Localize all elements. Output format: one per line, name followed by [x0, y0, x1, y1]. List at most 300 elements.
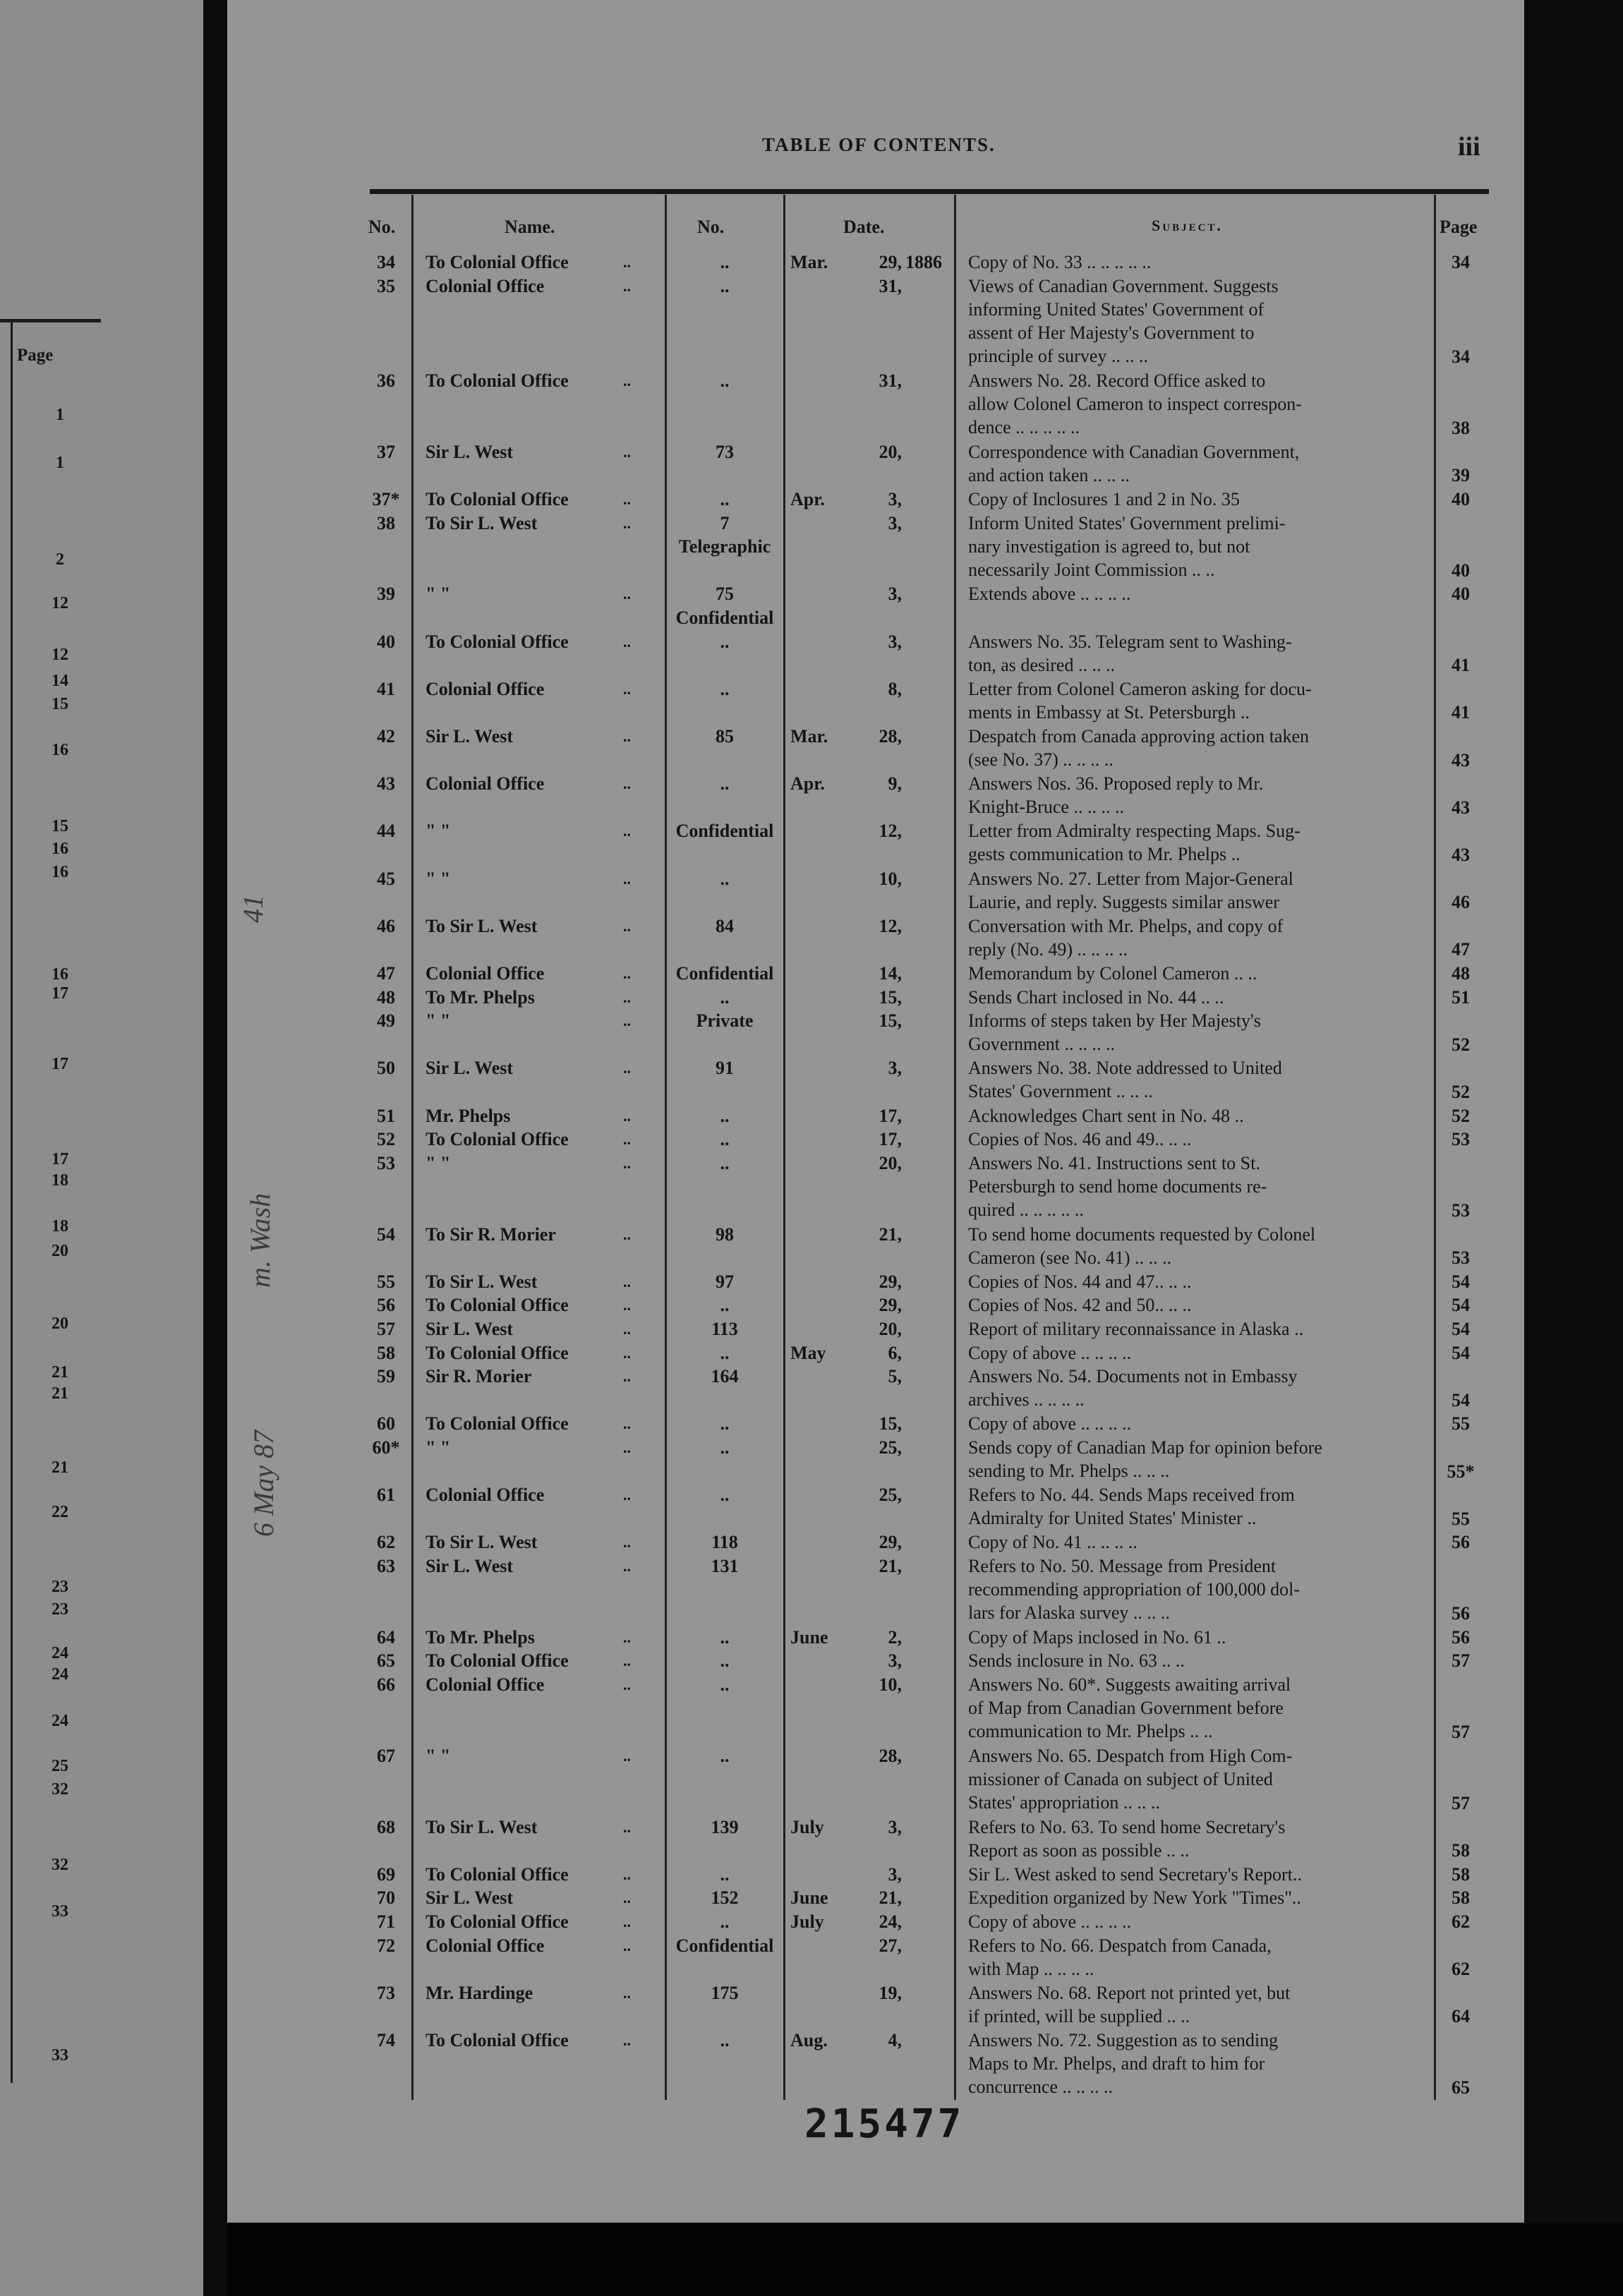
entry-subject-line: Refers to No. 44. Sends Maps received from: [968, 1485, 1295, 1506]
entry-name: To Colonial Office: [426, 1295, 569, 1316]
entry-page: 52: [1452, 1034, 1470, 1055]
entry-date-day: 20,: [879, 441, 902, 462]
left-page-number: 21: [52, 1363, 68, 1382]
entry-subject-line: concurrence .. .. .. ..: [968, 2077, 1114, 2097]
entry-leader-dots: ..: [623, 988, 631, 1006]
entry-name: To Sir L. West: [426, 1532, 538, 1553]
entry-date-month: July: [790, 1816, 824, 1837]
entry-despatch-number: 118: [711, 1532, 738, 1553]
entry-number: 70: [377, 1887, 395, 1909]
entry-name: Sir R. Morier: [426, 1366, 532, 1387]
entry-despatch-number: ..: [720, 252, 730, 272]
entry-subject-line: Admiralty for United States' Minister ..: [968, 1508, 1257, 1529]
entry-subject-line: Answers No. 68. Report not printed yet, but: [968, 1982, 1291, 2003]
page-edge-shadow: [1524, 0, 1623, 2296]
entry-subject-line: Maps to Mr. Phelps, and draft to him for: [968, 2053, 1265, 2074]
left-page-number: 24: [52, 1712, 68, 1730]
entry-date-day: 20,: [879, 1319, 902, 1339]
entry-despatch-number: 7: [720, 512, 730, 533]
entry-number: 42: [377, 726, 395, 747]
entry-subject-line: Memorandum by Colonel Cameron .. ..: [968, 963, 1257, 984]
entry-subject: [968, 1863, 1428, 1886]
entry-date-day: 21,: [879, 1223, 902, 1245]
entry-date-day: 27,: [879, 1935, 902, 1956]
entry-date-day: 29,: [879, 1532, 902, 1553]
left-page-number: 20: [52, 1242, 68, 1260]
entry-subject-line: Answers No. 28. Record Office asked to: [968, 370, 1266, 391]
entry-leader-dots: ..: [623, 632, 631, 651]
entry-subject-line: States' appropriation .. .. ..: [968, 1792, 1160, 1813]
entry-subject-line: Inform United States' Government prelimi-: [968, 512, 1286, 533]
entry-name: To Colonial Office: [426, 631, 569, 652]
entry-name: Colonial Office: [426, 275, 545, 296]
entry-page: 52: [1452, 1105, 1470, 1126]
entry-number: 68: [377, 1816, 395, 1837]
entry-despatch-number: 91: [716, 1058, 734, 1079]
entry-page: 56: [1452, 1603, 1470, 1624]
left-page-number: 18: [52, 1171, 68, 1190]
entry-subject-line: with Map .. .. .. ..: [968, 1958, 1094, 1979]
entry-subject: [968, 1152, 1428, 1221]
left-page-number: 15: [52, 817, 68, 835]
entry-despatch-number: 98: [716, 1223, 734, 1245]
entry-subject-line: Despatch from Canada approving action taken: [968, 726, 1309, 747]
entry-page: 48: [1452, 963, 1470, 984]
entry-despatch-number: ..: [720, 1674, 730, 1695]
entry-number: 40: [377, 631, 395, 652]
entry-page: 62: [1452, 1959, 1470, 1980]
book-gutter: [203, 0, 227, 2296]
entry-number: 51: [377, 1105, 395, 1126]
entry-subject: [968, 914, 1428, 961]
entry-subject: [968, 512, 1428, 581]
entry-despatch-number: ..: [720, 489, 730, 509]
entry-leader-dots: ..: [623, 277, 631, 295]
entry-page: 58: [1452, 1840, 1470, 1861]
entry-number: 53: [377, 1152, 395, 1173]
entry-subject-line: lars for Alaska survey .. .. ..: [968, 1602, 1170, 1623]
entry-date-year: 1886: [905, 252, 942, 272]
entry-despatch-number: ..: [720, 1745, 730, 1766]
column-header-subject: Subject.: [1152, 217, 1223, 234]
entry-leader-dots: ..: [623, 1865, 631, 1883]
entry-subject-line: Refers to No. 66. Despatch from Canada,: [968, 1935, 1272, 1956]
entry-page: 41: [1452, 702, 1470, 723]
entry-date-day: 3,: [888, 1058, 902, 1079]
left-page-number: 15: [52, 695, 68, 713]
entry-number: 36: [377, 370, 395, 391]
entry-subject-line: Expedition organized by New York "Times"..: [968, 1887, 1301, 1909]
entry-date-day: 9,: [888, 773, 902, 794]
left-page-number: 16: [52, 840, 68, 858]
entry-page: 43: [1452, 749, 1470, 771]
entry-page: 38: [1452, 418, 1470, 439]
entry-name: Sir L. West: [426, 1058, 514, 1079]
entry-leader-dots: ..: [623, 1889, 631, 1907]
handwritten-note: 6 May 87: [248, 1430, 279, 1537]
entry-date-day: 15,: [879, 986, 902, 1008]
entry-despatch-number: ..: [720, 773, 730, 794]
entry-subject-line: quired .. .. .. .. ..: [968, 1199, 1084, 1220]
entry-date-month: July: [790, 1911, 824, 1932]
entry-page: 54: [1452, 1319, 1470, 1339]
entry-despatch-number: ..: [720, 1105, 730, 1126]
entry-despatch-number: ..: [720, 1863, 730, 1885]
entry-subject: [968, 369, 1428, 439]
entry-subject-line: of Map from Canadian Government before: [968, 1698, 1284, 1718]
column-divider: [411, 195, 414, 2100]
entry-leader-dots: ..: [623, 1746, 631, 1765]
table-row: [0, 1104, 1623, 1126]
entry-leader-dots: ..: [623, 679, 631, 698]
entry-date-day: 20,: [879, 1152, 902, 1173]
left-page-number: 18: [52, 1217, 68, 1235]
left-page-number: 1: [56, 454, 64, 472]
entry-subject: [968, 1270, 1428, 1293]
entry-leader-dots: ..: [623, 1913, 631, 1931]
entry-date-month: Apr.: [790, 773, 825, 794]
entry-subject: [968, 274, 1428, 368]
entry-subject-line: gests communication to Mr. Phelps ..: [968, 844, 1241, 865]
entry-page: 51: [1452, 986, 1470, 1008]
entry-date-day: 4,: [888, 2030, 902, 2050]
entry-subject-line: Refers to No. 50. Message from President: [968, 1556, 1277, 1576]
entry-subject-line: Copy of No. 33 .. .. .. .. ..: [968, 252, 1152, 272]
entry-date-day: 12,: [879, 821, 902, 842]
entry-name: Colonial Office: [426, 1485, 545, 1506]
entry-subject-line: Government .. .. .. ..: [968, 1034, 1115, 1055]
entry-page: 46: [1452, 892, 1470, 913]
entry-despatch-type: Telegraphic: [678, 536, 771, 557]
entry-leader-dots: ..: [623, 1012, 631, 1030]
left-page-number: 16: [52, 863, 68, 881]
entry-subject: [968, 1436, 1428, 1482]
entry-number: 63: [377, 1556, 395, 1576]
entry-subject: [968, 1365, 1428, 1411]
entry-leader-dots: ..: [623, 869, 631, 888]
entry-despatch-number: 84: [716, 915, 734, 936]
entry-leader-dots: ..: [623, 1557, 631, 1575]
left-page-number: 16: [52, 965, 68, 984]
entry-number: 58: [377, 1342, 395, 1363]
entry-subject-line: dence .. .. .. .. ..: [968, 417, 1080, 437]
entry-subject-line: necessarily Joint Commission .. ..: [968, 559, 1215, 580]
entry-leader-dots: ..: [623, 822, 631, 840]
column-divider: [954, 195, 956, 2100]
entry-page: 40: [1452, 560, 1470, 581]
entry-number: 65: [377, 1650, 395, 1672]
table-row: [0, 1341, 1623, 1363]
entry-subject-line: allow Colonel Cameron to inspect correspon-: [968, 394, 1302, 414]
entry-subject-line: missioner of Canada on subject of United: [968, 1768, 1273, 1789]
entry-date-day: 12,: [879, 915, 902, 936]
entry-number: 67: [377, 1745, 395, 1766]
entry-name: Sir L. West: [426, 726, 514, 747]
entry-despatch-number: ..: [720, 678, 730, 699]
entry-despatch-number: 97: [716, 1271, 734, 1292]
entry-number: 54: [377, 1223, 395, 1245]
entry-subject-line: Sir L. West asked to send Secretary's Report..: [968, 1863, 1302, 1885]
entry-despatch-number: Confidential: [675, 821, 774, 842]
entry-subject: [968, 962, 1428, 985]
entry-number: 44: [377, 821, 395, 842]
entry-subject-line: Copy of No. 41 .. .. .. ..: [968, 1532, 1138, 1553]
entry-subject-line: and action taken .. .. ..: [968, 464, 1130, 485]
entry-date-day: 21,: [879, 1556, 902, 1576]
entry-number: 47: [377, 963, 395, 984]
entry-leader-dots: ..: [623, 585, 631, 603]
entry-date-day: 3,: [888, 1863, 902, 1885]
entry-leader-dots: ..: [623, 1818, 631, 1836]
left-page-column-rule: [11, 319, 13, 2083]
entry-subject: [968, 582, 1428, 605]
entry-page: 54: [1452, 1342, 1470, 1363]
entry-date-day: 17,: [879, 1105, 902, 1126]
left-page-number: 17: [52, 1055, 68, 1073]
entry-number: 61: [377, 1485, 395, 1506]
entry-leader-dots: ..: [623, 1983, 631, 2002]
entry-despatch-number: ..: [720, 1413, 730, 1434]
left-page-number: 32: [52, 1780, 68, 1799]
entry-page: 55*: [1447, 1461, 1475, 1482]
entry-number: 60: [377, 1413, 395, 1434]
entry-subject-line: informing United States' Government of: [968, 298, 1265, 320]
entry-name: To Colonial Office: [426, 1863, 569, 1885]
entry-subject: [968, 1009, 1428, 1056]
entry-name: To Colonial Office: [426, 252, 569, 272]
entry-despatch-number: Private: [696, 1010, 754, 1032]
entry-subject-line: Answers No. 60*. Suggests awaiting arrival: [968, 1674, 1291, 1695]
entry-number: 62: [377, 1532, 395, 1553]
entry-page: 57: [1452, 1792, 1470, 1813]
left-page-number: 23: [52, 1600, 68, 1619]
entry-despatch-number: ..: [720, 631, 730, 652]
entry-subject-line: assent of Her Majesty's Government to: [968, 322, 1255, 343]
entry-number: 64: [377, 1626, 395, 1648]
entry-number: 50: [377, 1058, 395, 1079]
entry-leader-dots: ..: [623, 1486, 631, 1504]
entry-subject-line: To send home documents requested by Colonel: [968, 1223, 1316, 1245]
entry-subject-line: Conversation with Mr. Phelps, and copy of: [968, 915, 1284, 936]
entry-despatch-number: 131: [711, 1556, 739, 1576]
entry-name: To Colonial Office: [426, 1342, 569, 1363]
entry-despatch-number: ..: [720, 1295, 730, 1316]
entry-number: 37*: [372, 489, 400, 509]
entry-subject: [968, 1056, 1428, 1103]
entry-subject: [968, 867, 1428, 914]
entry-name: " ": [426, 1152, 451, 1173]
entry-subject: [968, 440, 1428, 487]
entry-subject: [968, 1744, 1428, 1814]
entry-page: 53: [1452, 1129, 1470, 1150]
entry-subject-line: States' Government .. .. ..: [968, 1081, 1153, 1102]
entry-leader-dots: ..: [623, 1225, 631, 1243]
entry-subject-line: sending to Mr. Phelps .. .. ..: [968, 1461, 1170, 1481]
entry-subject-line: communication to Mr. Phelps .. ..: [968, 1721, 1213, 1741]
entry-despatch-number: ..: [720, 986, 730, 1008]
entry-page: 64: [1452, 2006, 1470, 2027]
entry-subject-line: Knight-Bruce .. .. .. ..: [968, 797, 1124, 818]
entry-page: 34: [1452, 252, 1470, 272]
entry-name: Colonial Office: [426, 1674, 545, 1695]
entry-subject-line: ton, as desired .. .. ..: [968, 654, 1115, 675]
left-page-number: 24: [52, 1644, 68, 1662]
entry-number: 57: [377, 1319, 395, 1339]
entry-number: 46: [377, 915, 395, 936]
left-page-number: 23: [52, 1578, 68, 1596]
entry-subject-line: nary investigation is agreed to, but not: [968, 536, 1250, 557]
table-row: [0, 772, 1623, 818]
column-header-date: Date.: [843, 217, 885, 237]
entry-subject-line: Acknowledges Chart sent in No. 48 ..: [968, 1105, 1244, 1126]
entry-date-month: Mar.: [790, 252, 828, 272]
entry-subject: [968, 1293, 1428, 1317]
entry-subject-line: Report as soon as possible .. ..: [968, 1839, 1190, 1861]
entry-despatch-number: ..: [720, 1626, 730, 1648]
library-stamp-number: 215477: [804, 2101, 965, 2147]
entry-subject-line: principle of survey .. .. ..: [968, 345, 1148, 366]
entry-subject: [968, 2029, 1428, 2098]
left-page-number: 24: [52, 1665, 68, 1684]
entry-number: 34: [377, 252, 395, 272]
entry-name: " ": [426, 1010, 451, 1032]
entry-number: 39: [377, 584, 395, 605]
entry-subject: [968, 1626, 1428, 1649]
entry-subject: [968, 1554, 1428, 1624]
left-page-column-header: Page: [17, 346, 54, 365]
entry-date-day: 29,: [879, 1295, 902, 1316]
entry-date-day: 28,: [879, 726, 902, 747]
entry-number: 37: [377, 441, 395, 462]
entry-leader-dots: ..: [623, 917, 631, 935]
entry-number: 74: [377, 2030, 395, 2050]
entry-despatch-number: 85: [716, 726, 734, 747]
entry-subject-line: archives .. .. .. ..: [968, 1389, 1085, 1410]
entry-subject-line: Refers to No. 63. To send home Secretary's: [968, 1816, 1286, 1837]
entry-name: Colonial Office: [426, 678, 545, 699]
entry-subject: [968, 1530, 1428, 1554]
entry-page: 53: [1452, 1247, 1470, 1269]
entry-leader-dots: ..: [623, 1320, 631, 1338]
entry-number: 49: [377, 1010, 395, 1032]
entry-date-day: 3,: [888, 1816, 902, 1837]
entry-date-day: 15,: [879, 1010, 902, 1032]
entry-number: 73: [377, 1982, 395, 2003]
entry-subject: [968, 772, 1428, 818]
entry-subject: [968, 1223, 1428, 1269]
left-page-number: 17: [52, 1150, 68, 1168]
entry-despatch-number: ..: [720, 1129, 730, 1150]
entry-page: 56: [1452, 1626, 1470, 1648]
entry-subject-line: Sends inclosure in No. 63 .. ..: [968, 1650, 1185, 1672]
entry-subject-line: Answers No. 41. Instructions sent to St.: [968, 1152, 1260, 1173]
entry-name: To Colonial Office: [426, 2030, 569, 2050]
entry-name: " ": [426, 1437, 451, 1458]
entry-number: 41: [377, 678, 395, 699]
left-page-number: 25: [52, 1757, 68, 1775]
entry-despatch-number: 164: [711, 1366, 739, 1387]
entry-name: To Colonial Office: [426, 1911, 569, 1932]
entry-despatch-number: ..: [720, 868, 730, 889]
left-page-number: 21: [52, 1384, 68, 1403]
entry-name: To Colonial Office: [426, 1650, 569, 1672]
entry-subject-line: Extends above .. .. .. ..: [968, 584, 1131, 605]
entry-despatch-number: Confidential: [675, 1935, 774, 1956]
entry-leader-dots: ..: [623, 727, 631, 745]
entry-subject: [968, 1649, 1428, 1672]
column-header-no: No.: [368, 217, 396, 237]
entry-subject: [968, 986, 1428, 1009]
entry-subject-line: Views of Canadian Government. Suggests: [968, 275, 1279, 296]
entry-leader-dots: ..: [623, 1415, 631, 1433]
left-page-number: 17: [52, 984, 68, 1003]
table-row: [0, 1412, 1623, 1434]
left-page-number: 33: [52, 2046, 68, 2065]
entry-name: To Colonial Office: [426, 1129, 569, 1150]
entry-leader-dots: ..: [623, 490, 631, 508]
entry-leader-dots: ..: [623, 1343, 631, 1362]
entry-subject: [968, 1341, 1428, 1365]
page-number: iii: [1458, 132, 1480, 162]
entry-leader-dots: ..: [623, 1059, 631, 1077]
entry-date-day: 31,: [879, 370, 902, 391]
entry-date-day: 2,: [888, 1626, 902, 1648]
entry-name: To Colonial Office: [426, 370, 569, 391]
entry-page: 40: [1452, 584, 1470, 605]
entry-number: 72: [377, 1935, 395, 1956]
entry-name: " ": [426, 1745, 451, 1766]
entry-leader-dots: ..: [623, 372, 631, 389]
left-page-number: 33: [52, 1902, 68, 1921]
entry-number: 69: [377, 1863, 395, 1885]
entry-name: Colonial Office: [426, 773, 545, 794]
entry-date-day: 25,: [879, 1485, 902, 1506]
table-row: [0, 1934, 1623, 1980]
entry-number: 55: [377, 1271, 395, 1292]
entry-subject-line: if printed, will be supplied .. ..: [968, 2005, 1190, 2026]
entry-date-day: 6,: [888, 1342, 902, 1363]
entry-subject-line: Report of military reconnaissance in Alaska ..: [968, 1319, 1304, 1339]
entry-leader-dots: ..: [623, 1296, 631, 1315]
entry-subject-line: Copy of above .. .. .. ..: [968, 1413, 1132, 1434]
entry-date-month: Apr.: [790, 489, 825, 509]
entry-page: 34: [1452, 346, 1470, 368]
entry-despatch-number: ..: [720, 2030, 730, 2050]
entry-name: To Mr. Phelps: [426, 1626, 535, 1648]
entry-subject: [968, 1412, 1428, 1435]
entry-number: 35: [377, 275, 395, 296]
entry-despatch-number: 75: [716, 584, 734, 605]
entry-subject: [968, 677, 1428, 724]
left-page-fragment: [0, 0, 203, 2296]
entry-despatch-number: ..: [720, 1485, 730, 1506]
left-page-number: 2: [56, 550, 64, 569]
entry-date-month: Mar.: [790, 726, 828, 747]
entry-page: 40: [1452, 489, 1470, 509]
entry-subject: [968, 1104, 1428, 1128]
entry-subject: [968, 250, 1428, 274]
entry-despatch-number: Confidential: [675, 963, 774, 984]
entry-page: 58: [1452, 1863, 1470, 1885]
entry-leader-dots: ..: [623, 1154, 631, 1172]
entry-subject-line: Correspondence with Canadian Government,: [968, 441, 1300, 462]
table-row: [0, 1530, 1623, 1553]
entry-date-month: June: [790, 1626, 828, 1648]
left-page-number: 1: [56, 406, 64, 424]
entry-subject-line: Answers No. 54. Documents not in Embassy: [968, 1366, 1298, 1387]
entry-date-day: 21,: [879, 1887, 902, 1909]
entry-subject-line: Letter from Colonel Cameron asking for docu-: [968, 678, 1312, 699]
